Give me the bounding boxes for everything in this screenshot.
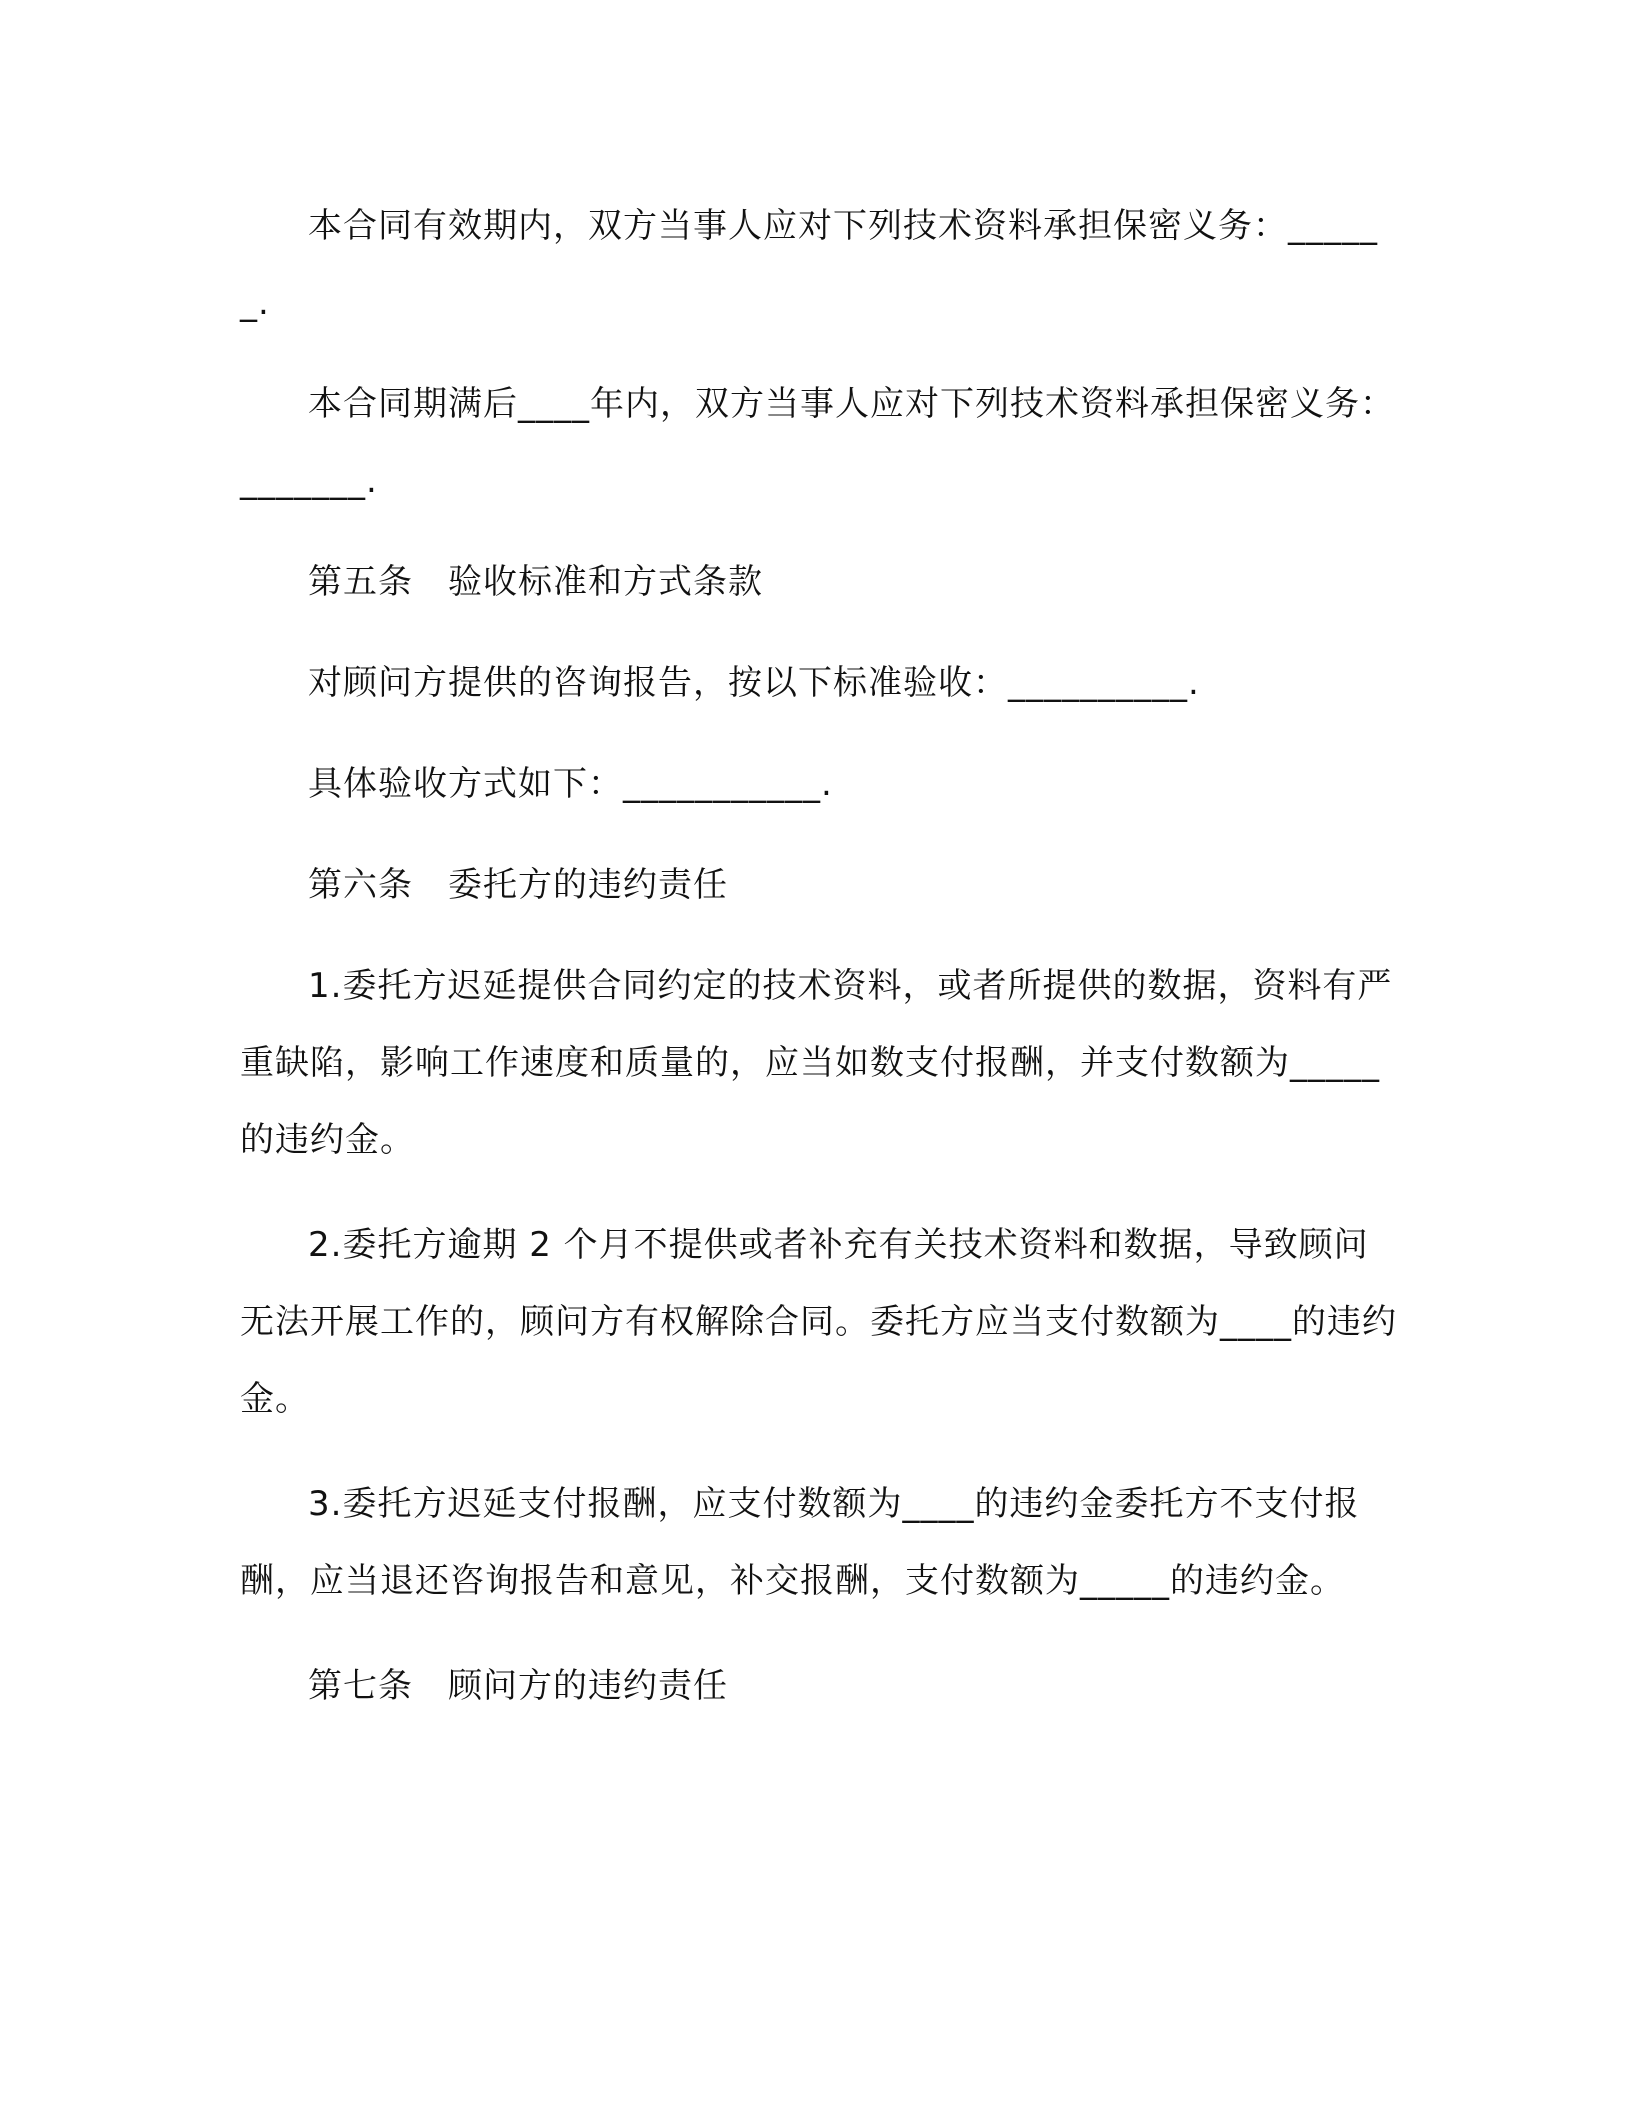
heading-article-six: 第六条 委托方的违约责任 [308, 865, 728, 905]
paragraph-acceptance-standard: 对顾问方提供的咨询报告，按以下标准验收：__________. [308, 663, 1200, 703]
paragraph-confidentiality-after-expiry: 本合同期满后____年内，双方当事人应对下列技术资料承担保密义务：_______. [240, 384, 1395, 501]
heading-article-five: 第五条 验收标准和方式条款 [308, 562, 763, 602]
paragraph-acceptance-method: 具体验收方式如下：___________. [308, 764, 833, 804]
clause-6-item-2: 2.委托方逾期 2 个月不提供或者补充有关技术资料和数据，导致顾问无法开展工作的，顾问方有权解除合同。委托方应当支付数额为____的违约金。 [240, 1225, 1397, 1419]
paragraph-confidentiality-term: 本合同有效期内，双方当事人应对下列技术资料承担保密义务：______. [240, 206, 1378, 323]
clause-6-item-1: 1.委托方迟延提供合同约定的技术资料，或者所提供的数据，资料有严重缺陷，影响工作速度和质量的，应当如数支付报酬，并支付数额为_____的违约金。 [240, 966, 1393, 1160]
document-body [240, 188, 1400, 1725]
heading-article-seven: 第七条 顾问方的违约责任 [308, 1666, 728, 1706]
clause-6-item-3: 3.委托方迟延支付报酬，应支付数额为____的违约金委托方不支付报酬，应当退还咨询报告和意见，补交报酬，支付数额为_____的违约金。 [240, 1484, 1360, 1601]
